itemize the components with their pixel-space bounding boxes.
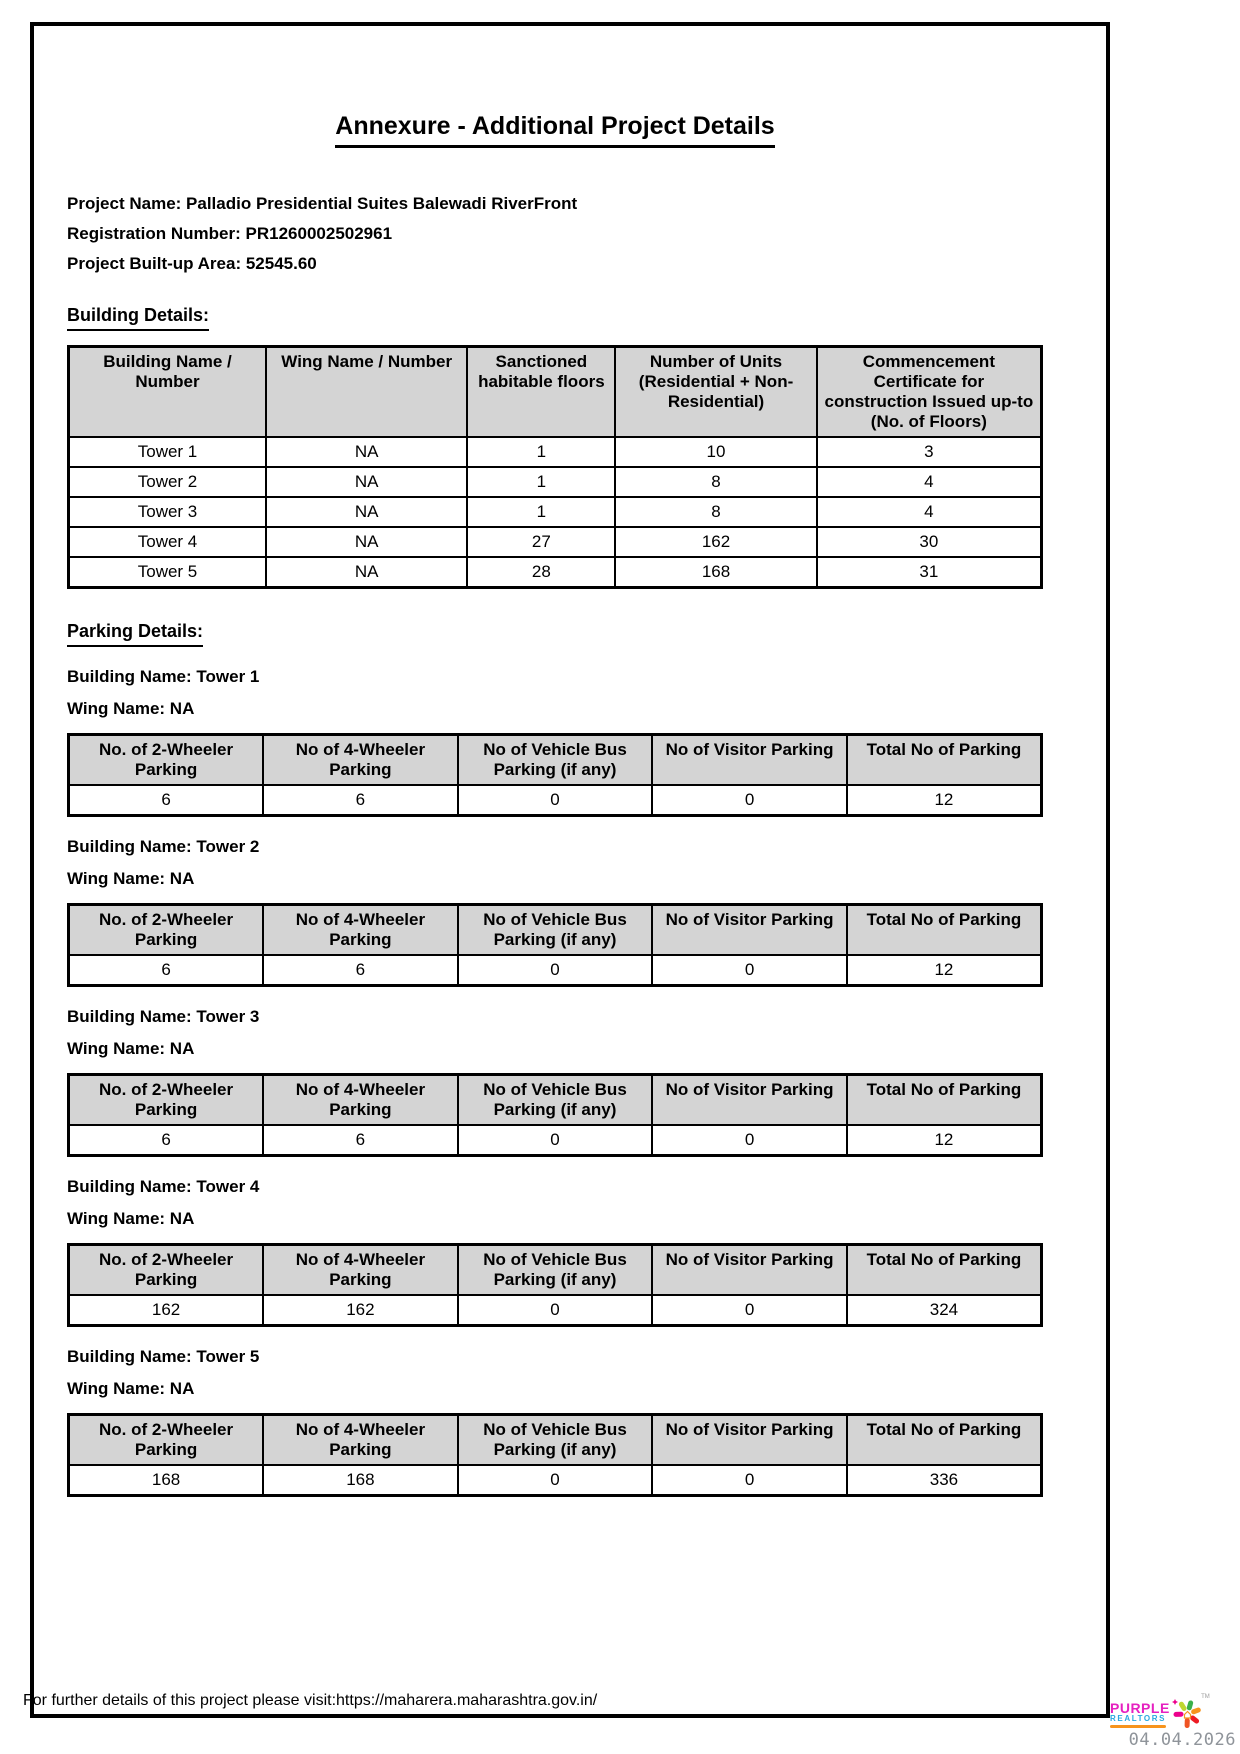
building-name-line: Building Name: Tower 2 (67, 837, 260, 856)
project-info (67, 194, 1043, 273)
cell-2wheeler: 6 (69, 955, 264, 986)
building-table-header-row (69, 347, 1042, 438)
cell-cc-floors: 30 (817, 527, 1042, 557)
cell-4wheeler: 6 (263, 785, 458, 816)
col-total: Total No of Parking (847, 1075, 1042, 1126)
logo-brand-bottom: REALTORS (1110, 1714, 1167, 1723)
col-2wheeler: No. of 2-Wheeler Parking (69, 1075, 264, 1126)
table-row (69, 467, 1042, 497)
parking-table (67, 1073, 1043, 1157)
col-visitor: No of Visitor Parking (652, 905, 847, 956)
cell-units: 8 (615, 467, 816, 497)
col-2wheeler: No. of 2-Wheeler Parking (69, 735, 264, 786)
cell-floors: 28 (467, 557, 615, 588)
cell-units: 162 (615, 527, 816, 557)
cell-4wheeler: 168 (263, 1465, 458, 1496)
cell-total: 12 (847, 785, 1042, 816)
cell-units: 8 (615, 497, 816, 527)
page-border-frame (30, 22, 1110, 1718)
wing-name-line: Wing Name: NA (67, 869, 195, 888)
parking-table (67, 1413, 1043, 1497)
col-2wheeler: No. of 2-Wheeler Parking (69, 1415, 264, 1466)
cell-2wheeler: 6 (69, 1125, 264, 1156)
col-2wheeler: No. of 2-Wheeler Parking (69, 905, 264, 956)
parking-section-tower-1 (67, 667, 1043, 817)
table-row (69, 437, 1042, 467)
cell-cc-floors: 4 (817, 467, 1042, 497)
parking-section-tower-2 (67, 837, 1043, 987)
cell-floors: 27 (467, 527, 615, 557)
col-vehicle-bus: No of Vehicle Bus Parking (if any) (458, 1415, 653, 1466)
cell-building-name: Tower 4 (69, 527, 267, 557)
parking-header-row (69, 905, 1042, 956)
col-visitor: No of Visitor Parking (652, 735, 847, 786)
cell-4wheeler: 6 (263, 955, 458, 986)
col-4wheeler: No of 4-Wheeler Parking (263, 735, 458, 786)
col-total: Total No of Parking (847, 1245, 1042, 1296)
building-name-line: Building Name: Tower 3 (67, 1007, 260, 1026)
cell-total: 12 (847, 1125, 1042, 1156)
logo-brand-top: PURPLE (1110, 1700, 1170, 1716)
cell-floors: 1 (467, 467, 615, 497)
col-sanctioned-floors: Sanctioned habitable floors (467, 347, 615, 438)
cell-units: 168 (615, 557, 816, 588)
col-vehicle-bus: No of Vehicle Bus Parking (if any) (458, 1075, 653, 1126)
builtup-area-line: Project Built-up Area: 52545.60 (67, 254, 317, 273)
page-title (67, 112, 1043, 148)
wing-name-line: Wing Name: NA (67, 1379, 195, 1398)
project-name-line: Project Name: Palladio Presidential Suites Balewadi RiverFront (67, 194, 578, 213)
cell-vehicle-bus: 0 (458, 785, 653, 816)
parking-section-tower-4 (67, 1177, 1043, 1327)
col-4wheeler: No of 4-Wheeler Parking (263, 1075, 458, 1126)
parking-header-row (69, 1415, 1042, 1466)
cell-vehicle-bus: 0 (458, 1295, 653, 1326)
cell-building-name: Tower 1 (69, 437, 267, 467)
cell-vehicle-bus: 0 (458, 1125, 653, 1156)
cell-2wheeler: 6 (69, 785, 264, 816)
col-4wheeler: No of 4-Wheeler Parking (263, 1415, 458, 1466)
cell-wing-name: NA (266, 467, 467, 497)
cell-wing-name: NA (266, 557, 467, 588)
cell-total: 336 (847, 1465, 1042, 1496)
parking-section-tower-5 (67, 1347, 1043, 1497)
table-row (69, 1465, 1042, 1496)
col-visitor: No of Visitor Parking (652, 1415, 847, 1466)
parking-header-row (69, 1245, 1042, 1296)
logo-wordmark (1110, 1702, 1170, 1728)
table-row (69, 955, 1042, 986)
cell-building-name: Tower 2 (69, 467, 267, 497)
table-row (69, 1125, 1042, 1156)
cell-visitor: 0 (652, 1295, 847, 1326)
pinwheel-person-svg (1171, 1697, 1203, 1729)
building-name-line: Building Name: Tower 1 (67, 667, 260, 686)
col-total: Total No of Parking (847, 905, 1042, 956)
date-stamp: 04.04.2026 (1128, 1730, 1236, 1750)
registration-number-line: Registration Number: PR1260002502961 (67, 224, 393, 243)
col-building-name: Building Name / Number (69, 347, 267, 438)
building-name-line: Building Name: Tower 5 (67, 1347, 260, 1366)
parking-section-tower-3 (67, 1007, 1043, 1157)
cell-units: 10 (615, 437, 816, 467)
cell-visitor: 0 (652, 785, 847, 816)
col-visitor: No of Visitor Parking (652, 1075, 847, 1126)
cell-cc-floors: 31 (817, 557, 1042, 588)
parking-header-row (69, 735, 1042, 786)
table-row (69, 785, 1042, 816)
col-4wheeler: No of 4-Wheeler Parking (263, 905, 458, 956)
purple-realtors-logo (1110, 1694, 1210, 1734)
cell-4wheeler: 162 (263, 1295, 458, 1326)
col-total: Total No of Parking (847, 1415, 1042, 1466)
cell-floors: 1 (467, 437, 615, 467)
trademark-symbol: TM (1201, 1694, 1210, 1700)
col-vehicle-bus: No of Vehicle Bus Parking (if any) (458, 1245, 653, 1296)
cell-cc-floors: 4 (817, 497, 1042, 527)
table-row (69, 557, 1042, 588)
table-row (69, 497, 1042, 527)
col-visitor: No of Visitor Parking (652, 1245, 847, 1296)
building-name-line: Building Name: Tower 4 (67, 1177, 260, 1196)
building-details-heading: Building Details: (67, 305, 1043, 331)
parking-table (67, 1243, 1043, 1327)
cell-building-name: Tower 5 (69, 557, 267, 588)
parking-table (67, 903, 1043, 987)
wing-name-line: Wing Name: NA (67, 1209, 195, 1228)
building-details-table (67, 345, 1043, 589)
col-4wheeler: No of 4-Wheeler Parking (263, 1245, 458, 1296)
col-number-of-units: Number of Units (Residential + Non-Residential) (615, 347, 816, 438)
col-commencement-certificate: Commencement Certificate for construction Issued up-to (No. of Floors) (817, 347, 1042, 438)
cell-building-name: Tower 3 (69, 497, 267, 527)
page-title-text: Annexure - Additional Project Details (335, 112, 774, 148)
col-2wheeler: No. of 2-Wheeler Parking (69, 1245, 264, 1296)
cell-2wheeler: 162 (69, 1295, 264, 1326)
table-row (69, 1295, 1042, 1326)
document-content (34, 26, 1106, 1497)
cell-wing-name: NA (266, 437, 467, 467)
cell-wing-name: NA (266, 497, 467, 527)
cell-vehicle-bus: 0 (458, 955, 653, 986)
cell-4wheeler: 6 (263, 1125, 458, 1156)
cell-wing-name: NA (266, 527, 467, 557)
col-vehicle-bus: No of Vehicle Bus Parking (if any) (458, 905, 653, 956)
col-wing-name: Wing Name / Number (266, 347, 467, 438)
parking-details-heading: Parking Details: (67, 621, 1043, 647)
wing-name-line: Wing Name: NA (67, 1039, 195, 1058)
col-total: Total No of Parking (847, 735, 1042, 786)
cell-total: 324 (847, 1295, 1042, 1326)
cell-cc-floors: 3 (817, 437, 1042, 467)
logo-tagline-bar (1110, 1725, 1166, 1728)
cell-visitor: 0 (652, 955, 847, 986)
wing-name-line: Wing Name: NA (67, 699, 195, 718)
cell-visitor: 0 (652, 1125, 847, 1156)
cell-floors: 1 (467, 497, 615, 527)
cell-visitor: 0 (652, 1465, 847, 1496)
parking-header-row (69, 1075, 1042, 1126)
cell-total: 12 (847, 955, 1042, 986)
cell-2wheeler: 168 (69, 1465, 264, 1496)
parking-table (67, 733, 1043, 817)
footer-note: For further details of this project please visit:https://maharera.maharashtra.gov.in/ (23, 1692, 598, 1709)
table-row (69, 527, 1042, 557)
pinwheel-person-icon (1171, 1694, 1210, 1734)
cell-vehicle-bus: 0 (458, 1465, 653, 1496)
col-vehicle-bus: No of Vehicle Bus Parking (if any) (458, 735, 653, 786)
